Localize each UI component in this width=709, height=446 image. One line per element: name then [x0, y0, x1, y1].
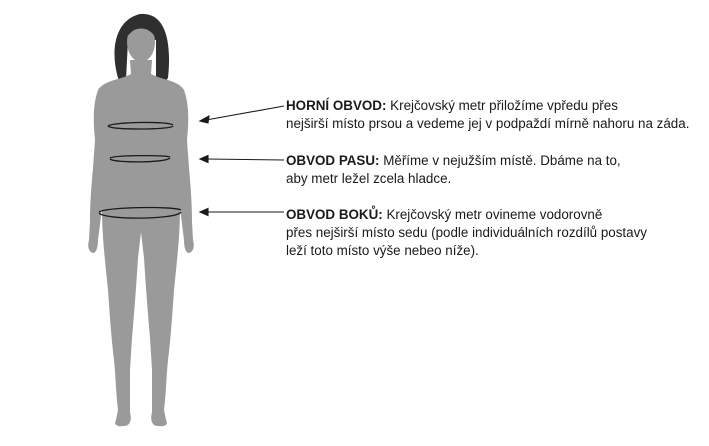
hip-arrow — [200, 209, 284, 216]
hip-circumference-text-3: leží toto místo výše nebeo níže). — [286, 243, 479, 258]
waist-circumference-title: OBVOD PASU: — [286, 153, 380, 168]
hip-circumference-text-1: Krejčovský metr ovineme vodorovně — [386, 207, 603, 222]
waist-circumference-label — [286, 152, 621, 188]
waist-circumference-text-2: aby metr ležel zcela hladce. — [286, 171, 452, 186]
waist-circumference-text-1: Měříme v nejužším místě. Dbáme na to, — [383, 153, 621, 168]
hip-circumference-label — [286, 206, 647, 260]
upper-circumference-title: HORNÍ OBVOD: — [286, 98, 387, 113]
bust-arrow — [200, 106, 284, 123]
hip-circumference-text-2: přes nejširší místo sedu (podle individuálních rozdílů postavy — [286, 225, 647, 240]
upper-circumference-text-1: Krejčovský metr přiložíme vpředu přes — [390, 98, 618, 113]
waist-arrow — [200, 156, 284, 163]
body-silhouette — [88, 60, 194, 426]
upper-circumference-label — [286, 97, 689, 133]
hip-circumference-title: OBVOD BOKŮ: — [286, 207, 383, 222]
upper-circumference-text-2: nejširší místo prsou a vedeme jej v podpaždí mírně nahoru na záda. — [286, 116, 690, 131]
